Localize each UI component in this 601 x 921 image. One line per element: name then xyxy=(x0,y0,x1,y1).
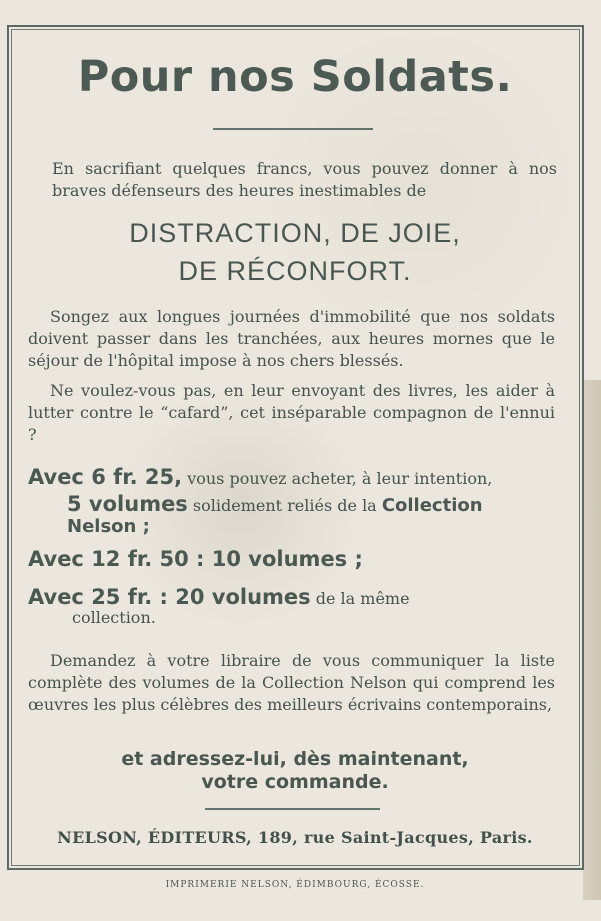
offer-1-text-2: solidement reliés de la xyxy=(187,496,382,515)
footer-divider xyxy=(205,808,380,810)
offer-1-line-1 xyxy=(28,464,492,492)
closing-line-1: et adressez-lui, dès maintenant, xyxy=(121,748,469,770)
offer-3-text-2: collection. xyxy=(72,608,156,627)
offer-3-price: Avec 25 fr. : 20 volumes xyxy=(28,585,311,609)
offer-3-text: de la même xyxy=(310,589,410,608)
highlight-line-1: DISTRACTION, DE JOIE, xyxy=(129,218,461,248)
inner-border xyxy=(11,29,580,866)
title-divider xyxy=(213,128,373,130)
offer-2 xyxy=(28,546,363,574)
highlight-line-2: DE RÉCONFORT. xyxy=(178,256,412,286)
offer-2-text: Avec 12 fr. 50 : 10 volumes ; xyxy=(28,547,363,571)
demandez-paragraph: Demandez à votre libraire de vous communiquer la liste complète des volumes de la Collection Nelson qui comprend les œuvres les plus célèbres des meilleurs écrivains contemporains, xyxy=(28,651,555,714)
offer-1-price: Avec 6 fr. 25, xyxy=(28,465,183,489)
page-title: Pour nos Soldats. xyxy=(77,52,513,102)
torn-edge xyxy=(583,380,601,900)
offer-3-line-2 xyxy=(72,607,156,629)
closing-line-2: votre commande. xyxy=(201,771,389,793)
offer-1-volumes: 5 volumes xyxy=(67,492,188,516)
intro-paragraph: En sacrifiant quelques francs, vous pouvez donner à nos braves défenseurs des heures inestimables de xyxy=(52,159,557,200)
offer-1-text: vous pouvez acheter, à leur intention, xyxy=(182,469,493,488)
voulez-paragraph: Ne voulez-vous pas, en leur envoyant des livres, les aider à lutter contre le “cafard”, cet inséparable compagnon de l'ennui ? xyxy=(28,381,555,444)
publisher-address: NELSON, ÉDITEURS, 189, rue Saint-Jacques, Paris. xyxy=(57,828,533,847)
printer-imprint: IMPRIMERIE NELSON, ÉDIMBOURG, ÉCOSSE. xyxy=(165,880,425,890)
songez-paragraph: Songez aux longues journées d'immobilité que nos soldats doivent passer dans les tranchées, aux heures mornes que le séjour de l'hôpital impose à nos chers blessés. xyxy=(28,307,555,370)
offer-1-collection: Collection xyxy=(381,495,483,516)
offer-1-line-3 xyxy=(67,514,150,540)
offer-1-nelson: Nelson ; xyxy=(67,516,150,537)
